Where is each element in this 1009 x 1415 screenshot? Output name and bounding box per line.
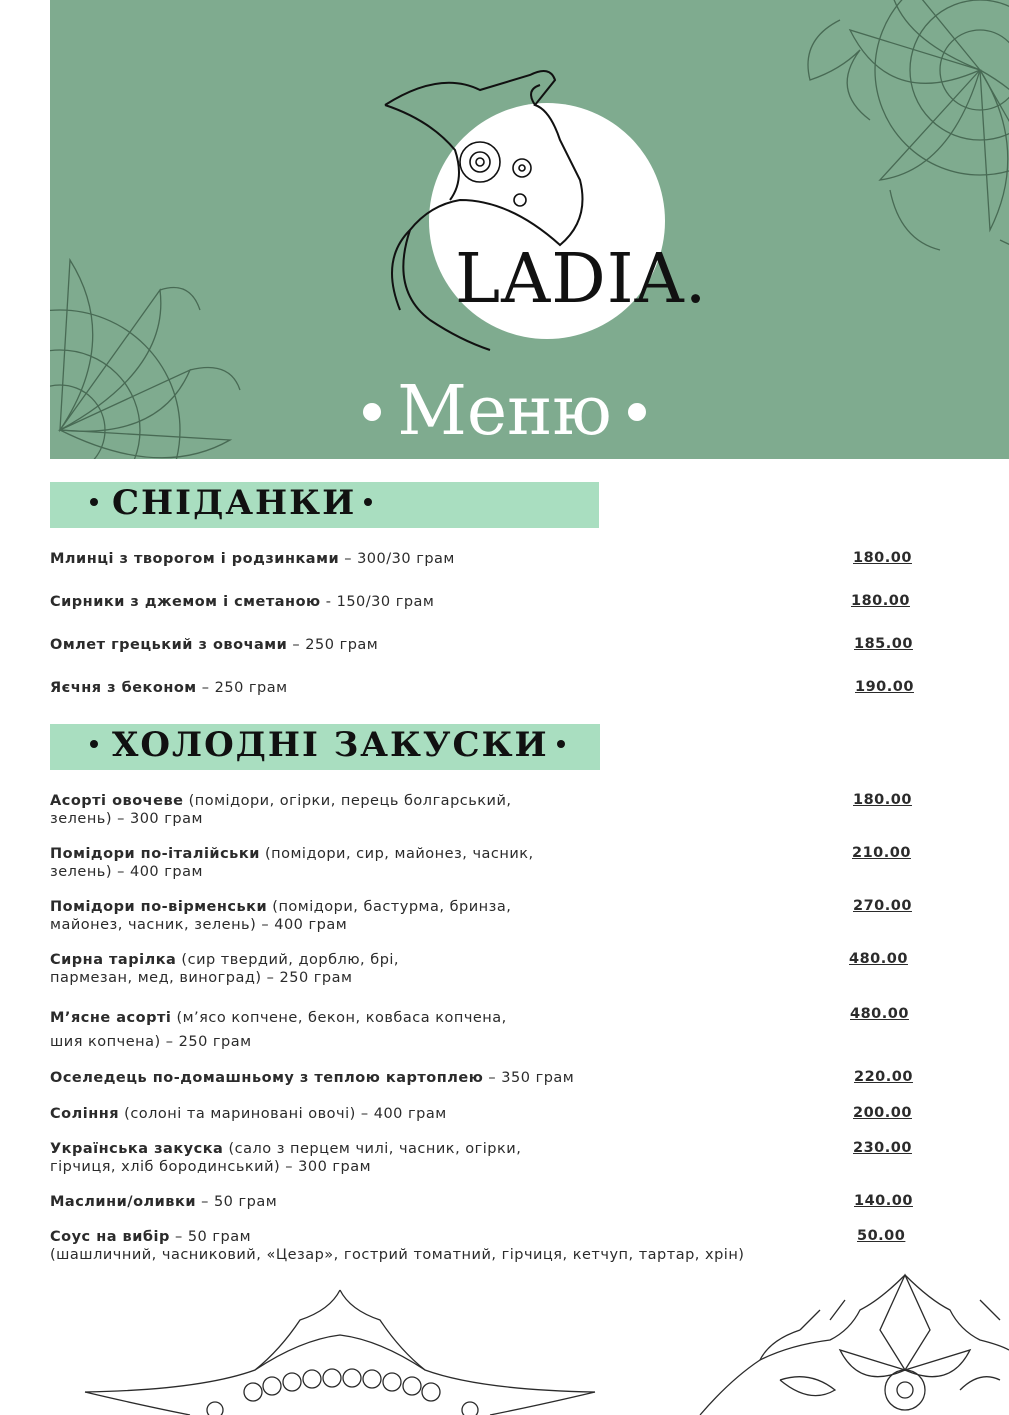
item-detail: – 300/30 грам xyxy=(339,551,455,567)
item-detail: – 250 грам xyxy=(196,680,288,696)
item-name: Оселедець по-домашньому з теплою картоплею xyxy=(50,1070,484,1086)
item-name: Асорті овочеве xyxy=(50,793,184,809)
item-price: 185.00 xyxy=(854,636,913,652)
item-detail-cont: зелень) – 400 грам xyxy=(50,864,203,880)
item-detail: – 350 грам xyxy=(483,1070,575,1086)
menu-item xyxy=(50,550,770,568)
item-name: Українська закуска xyxy=(50,1141,224,1157)
item-name: Млинці з творогом і родзинками xyxy=(50,551,340,567)
menu-title xyxy=(0,372,1009,451)
item-detail-cont: пармезан, мед, виноград) – 250 грам xyxy=(50,970,353,986)
section-bullet xyxy=(90,498,98,506)
section-bullet xyxy=(557,740,565,748)
menu-title-text: Меню xyxy=(397,372,612,451)
item-name: Соління xyxy=(50,1106,120,1122)
item-detail: (помідори, бастурма, бринза, xyxy=(267,899,512,915)
menu-item xyxy=(50,593,770,611)
item-detail: - 150/30 грам xyxy=(320,594,435,610)
menu-item xyxy=(50,1105,770,1123)
item-name: Омлет грецький з овочами xyxy=(50,637,288,653)
menu-item xyxy=(50,1006,770,1054)
logo-wordmark: LADIA. xyxy=(455,240,708,319)
item-price: 270.00 xyxy=(853,898,912,914)
item-price: 230.00 xyxy=(853,1140,912,1156)
item-detail-cont: (шашличний, часниковий, «Цезар», гострий томатний, гірчиця, кетчуп, тартар, хрін) xyxy=(50,1247,745,1263)
menu-item xyxy=(50,1228,850,1264)
title-bullet-left xyxy=(363,403,381,421)
item-price: 50.00 xyxy=(857,1228,906,1244)
item-name: Соус на вибір xyxy=(50,1229,170,1245)
item-detail: (м’ясо копчене, бекон, ковбаса копчена, xyxy=(171,1010,507,1026)
section-title: СНІДАНКИ xyxy=(112,483,357,523)
section-header-cold-appetizers xyxy=(50,724,600,770)
item-detail-cont: зелень) – 300 грам xyxy=(50,811,203,827)
item-price: 180.00 xyxy=(853,792,912,808)
item-price: 180.00 xyxy=(851,593,910,609)
menu-item xyxy=(50,1193,770,1211)
menu-item xyxy=(50,636,770,654)
item-detail: – 50 грам xyxy=(169,1229,252,1245)
item-name: Помідори по-вірменськи xyxy=(50,899,268,915)
item-price: 220.00 xyxy=(854,1069,913,1085)
item-price: 200.00 xyxy=(853,1105,912,1121)
item-name: Сирники з джемом і сметаною xyxy=(50,594,321,610)
item-name: Яєчня з беконом xyxy=(50,680,197,696)
section-header-breakfasts xyxy=(50,482,599,528)
section-bullet xyxy=(364,498,372,506)
item-name: Помідори по-італійськи xyxy=(50,846,260,862)
item-price: 190.00 xyxy=(855,679,914,695)
item-price: 140.00 xyxy=(854,1193,913,1209)
item-price: 480.00 xyxy=(850,1006,909,1022)
item-detail-cont: майонез, часник, зелень) – 400 грам xyxy=(50,917,348,933)
menu-item xyxy=(50,792,770,828)
item-price: 480.00 xyxy=(849,951,908,967)
item-detail: (сир твердий, дорблю, брі, xyxy=(176,952,400,968)
item-detail: (помідори, огірки, перець болгарський, xyxy=(183,793,512,809)
item-name: Маслини/оливки xyxy=(50,1194,196,1210)
menu-item xyxy=(50,1069,770,1087)
mandala-ornament-top-right xyxy=(740,0,1009,290)
menu-item xyxy=(50,951,770,987)
item-detail: (сало з перцем чилі, часник, огірки, xyxy=(223,1141,522,1157)
item-detail-cont: гірчиця, хліб бородинський) – 300 грам xyxy=(50,1159,372,1175)
menu-item xyxy=(50,679,770,697)
item-price: 180.00 xyxy=(853,550,912,566)
menu-item xyxy=(50,898,770,934)
item-detail-cont: шия копчена) – 250 грам xyxy=(50,1034,252,1050)
item-name: М’ясне асорті xyxy=(50,1010,172,1026)
item-price: 210.00 xyxy=(852,845,911,861)
title-bullet-right xyxy=(628,403,646,421)
item-detail: – 250 грам xyxy=(287,637,379,653)
footer-mandala-ornaments xyxy=(0,1270,1009,1415)
menu-item xyxy=(50,1140,770,1176)
section-bullet xyxy=(90,740,98,748)
item-detail: (солоні та мариновані овочі) – 400 грам xyxy=(119,1106,447,1122)
item-detail: (помідори, сир, майонез, часник, xyxy=(259,846,534,862)
menu-item xyxy=(50,845,770,881)
section-title: ХОЛОДНІ ЗАКУСКИ xyxy=(112,725,549,765)
item-name: Сирна тарілка xyxy=(50,952,177,968)
item-detail: – 50 грам xyxy=(195,1194,278,1210)
